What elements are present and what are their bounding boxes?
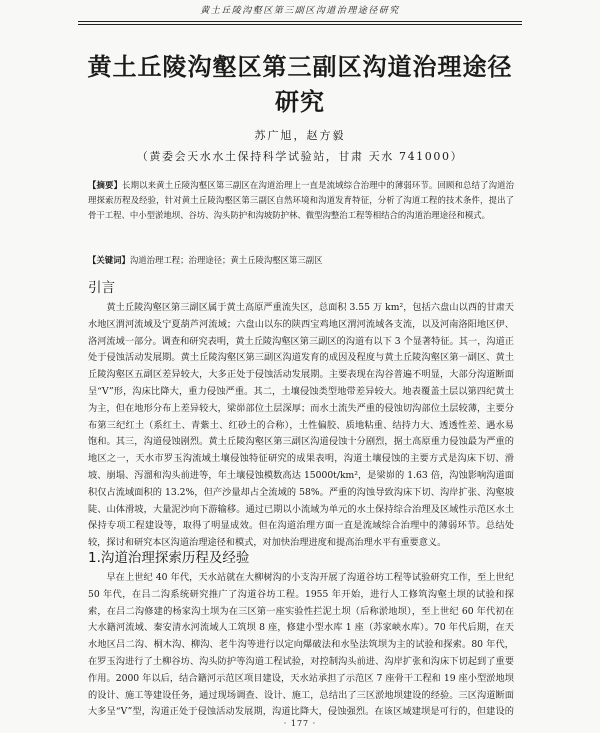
header-rule-thin — [78, 24, 522, 25]
affiliation: （黄委会天水水土保持科学试验站，甘肃 天水 741000） — [136, 150, 464, 163]
page-number: · 177 · — [283, 719, 317, 728]
title-line-2: 研究 — [275, 88, 325, 116]
section-1-paragraph: 早在上世纪 40 年代，天水站就在大柳树沟的小支沟开展了沟道谷坊工程等试验研究工作，至上世纪 50 年代，在吕二沟系统研究推广了沟道谷坊工程。1955 年开始，进行人工修筑沟壑土坝的试验和探索，在吕二沟修建的杨家沟土坝为在三区第一座实验性拦泥土坝（后称淤地坝），至上世纪 60 年代初在大水籍河流域、秦安清水河流域人工筑坝 8 座，修建小型水库 1 座（苏家峡水库）。70 年代后期，在天水地区吕二沟、桐木沟、柳沟、老牛沟等进行以定向爆破法和水坠法筑坝为主的试验和探索。80 年代，在罗玉沟进行了土柳谷坊、沟头防护等沟道工程试验，对控制沟头前进、沟岸扩张和沟床下切起到了重要作用。2000 年以后，结合籍河示范区项目建设，天水站承担了示范区 7 座骨干工程和 19 座小型淤地坝的设计、施工等建设任务，通过现场调查、设计、施工，总结出了三区淤地坝建设的经验。三区沟道断面大多呈“V”型，沟道正处于侵蚀活动发展期，沟道比降大，侵蚀强烈。在该区域建坝是可行的，但建设的 — [88, 572, 514, 718]
title-line-1: 黄土丘陵沟壑区第三副区沟道治理途径 — [87, 53, 513, 81]
running-header: 黄土丘陵沟壑区第三副区沟道治理途径研究 — [200, 6, 400, 16]
section-heading-intro: 引言 — [88, 280, 115, 296]
paper-title — [78, 50, 522, 120]
keywords-text: 沟道治理工程；治理途径；黄土丘陵沟壑区第三副区 — [129, 255, 323, 265]
intro-paragraph: 黄土丘陵沟壑区第三副区属于黄土高原严重流失区，总面积 3.55 万 km²，包括六盘山以西的甘肃天水地区渭河流域及宁夏葫芦河流域；六盘山以东的陕西宝鸡地区渭河流域各支流，以及河南洛阳地区伊、洛河流域一部分。调查和研究表明，黄土丘陵沟壑区第三副区的沟道有以下 3 个显著特征。其一，沟道正处于侵蚀活动发展期。黄土丘陵沟壑区第三副区沟道发育的成因及程度与黄土丘陵沟壑区第一副区、黄土丘陵沟壑区五副区差异较大，大多正处于侵蚀活动发展期。主要表现在沟谷普遍不明显，大部分沟道断面呈“V”形，沟床比降大，重力侵蚀严重。其二，土壤侵蚀类型地带差异较大。地表覆盖土层以第四纪黄土为主，但在地形分布上差异较大，梁峁部位土层深厚；而水土流失严重的侵蚀切沟部位土层较薄，主要分布第三纪红土（系红土、青紫土、红砂土的合称），土性偏胶、质地粘重、结持力大、透透性差、遇水易饱和。其三，沟道侵蚀剧烈。黄土丘陵沟壑区第三副区沟道侵蚀十分剧烈，据土高原重力侵蚀最为严重的地区之一，天水市罗玉沟流域土壤侵蚀特征研究的成果表明，沟道土壤侵蚀的主要方式是沟床下切、滑坡、崩塌、泻溜和沟头前进等，年土壤侵蚀模数高达 15000t/km²，是梁峁的 1.63 倍，沟蚀影响沟道面积仅占流域面积的 13.2%，但产沙量却占全流域的 58%。严重的沟蚀导致沟床下切、沟岸扩张、沟壑坡陡、山体滑坡，大量泥沙向下游输移。通过已期以小流域为单元的水土保持综合治理及区域性示范区水土保持专项工程建设等，取得了明显成效。但在沟道治理方面一直是流域综合治理中的薄弱环节。总结处较，探讨和研究本区沟道治理途径和模式，对加快治理进度和提高治理水平有重要意义。 — [88, 302, 514, 549]
abstract — [88, 178, 514, 224]
keywords-label: 【关键词】 — [88, 255, 130, 265]
header-rule — [78, 21, 522, 22]
author-list: 苏广旭，赵方毅 — [254, 129, 346, 142]
section-heading-1: 1.沟道治理探索历程及经验 — [88, 550, 250, 566]
abstract-text: 长期以来黄土丘陵沟壑区第三副区在沟道治理上一直是流域综合治理中的薄弱环节。回顾和总结了沟道治理探索历程及经验，针对黄土丘陵沟壑区第三副区自然环境和沟道发育特征，分析了沟道工程的技术条件，提出了骨干工程、中小型淤地坝、谷坊、沟头防护和沟坡防护林、微型沟整治工程等相结合的沟道治理途径和模式。 — [88, 180, 514, 221]
keywords — [88, 253, 514, 267]
abstract-label: 【摘要】 — [88, 180, 123, 190]
